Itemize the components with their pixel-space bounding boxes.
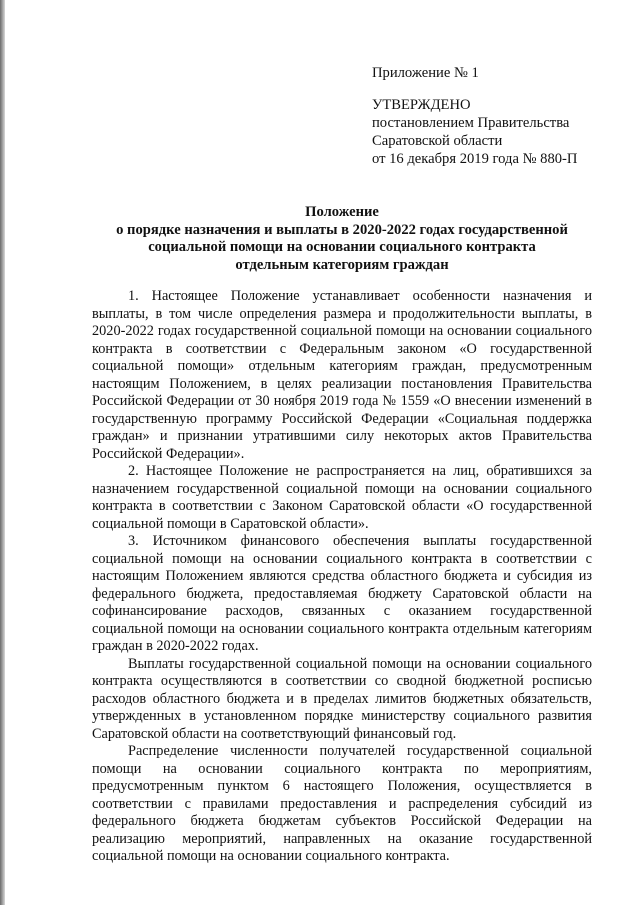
title-line-2: о порядке назначения и выплаты в 2020-2022 годах государственной bbox=[116, 221, 568, 238]
paragraph-1: 1. Настоящее Положение устанавливает особенности назначения и выплаты, в том числе определения размера и продолжительности выплаты, в 2020-2022 годах государственной социальной помощи на основании социального контракта в соответствии с Федеральным законом «О государственной социальной помощи» отдельным категориям граждан, предусмотренным настоящим Положением, в целях реализации постановления Правительства Российской Федерации от 30 ноября 2019 года № 1559 «О внесении изменений в государственную программу Российской Федерации «Социальная поддержка граждан» и признании утратившими силу некоторых актов Правительства Российской Федерации». bbox=[92, 288, 592, 462]
appendix-label: Приложение № 1 bbox=[372, 65, 479, 81]
paragraph-5: Распределение численности получателей государственной социальной помощи на основании социального контракта по мероприятиям, предусмотренным пунктом 6 настоящего Положения, осуществляется в соответствии с правилами предоставления и распределения субсидий из федерального бюджета бюджетам субъектов Российской Федерации на реализацию мероприятий, направленных на оказание государственной социальной помощи на основании социального контракта. bbox=[92, 743, 592, 864]
scan-edge bbox=[0, 0, 5, 905]
approval-block bbox=[372, 64, 634, 168]
approved-stamp-label: УТВЕРЖДЕНО bbox=[372, 97, 471, 113]
approval-line-3: от 16 декабря 2019 года № 880-П bbox=[372, 151, 578, 167]
title-line-1: Положение bbox=[305, 204, 379, 220]
paragraph-3: 3. Источником финансового обеспечения выплаты государственной социальной помощи на основании социального контракта в соответствии с настоящим Положением являются средства областного бюджета и субсидия из федерального бюджета, предоставляемая бюджету Саратовской области на софинансирование расходов, связанных с оказанием государственной социальной помощи на основании социального контракта отдельным категориям граждан в 2020-2022 годах. bbox=[92, 533, 592, 654]
title-line-4: отдельным категориям граждан bbox=[235, 256, 449, 273]
approval-line-1: постановлением Правительства bbox=[372, 115, 570, 131]
title-line-3: социальной помощи на основании социального контракта bbox=[148, 239, 536, 255]
paragraph-4: Выплаты государственной социальной помощи на основании социального контракта осуществляются в соответствии со сводной бюджетной росписью расходов областного бюджета и в пределах лимитов бюджетных обязательств, утвержденных в установленном порядке министерству социального развития Саратовской области на соответствующий финансовый год. bbox=[92, 655, 592, 742]
paragraph-2: 2. Настоящее Положение не распространяется на лиц, обратившихся за назначением государственной социальной помощи на основании социального контракта в соответствии с Законом Саратовской области «О государственной социальной помощи в Саратовской области». bbox=[92, 463, 592, 532]
document-body bbox=[92, 288, 592, 866]
approval-line-2: Саратовской области bbox=[372, 133, 503, 149]
document-title bbox=[92, 204, 592, 274]
